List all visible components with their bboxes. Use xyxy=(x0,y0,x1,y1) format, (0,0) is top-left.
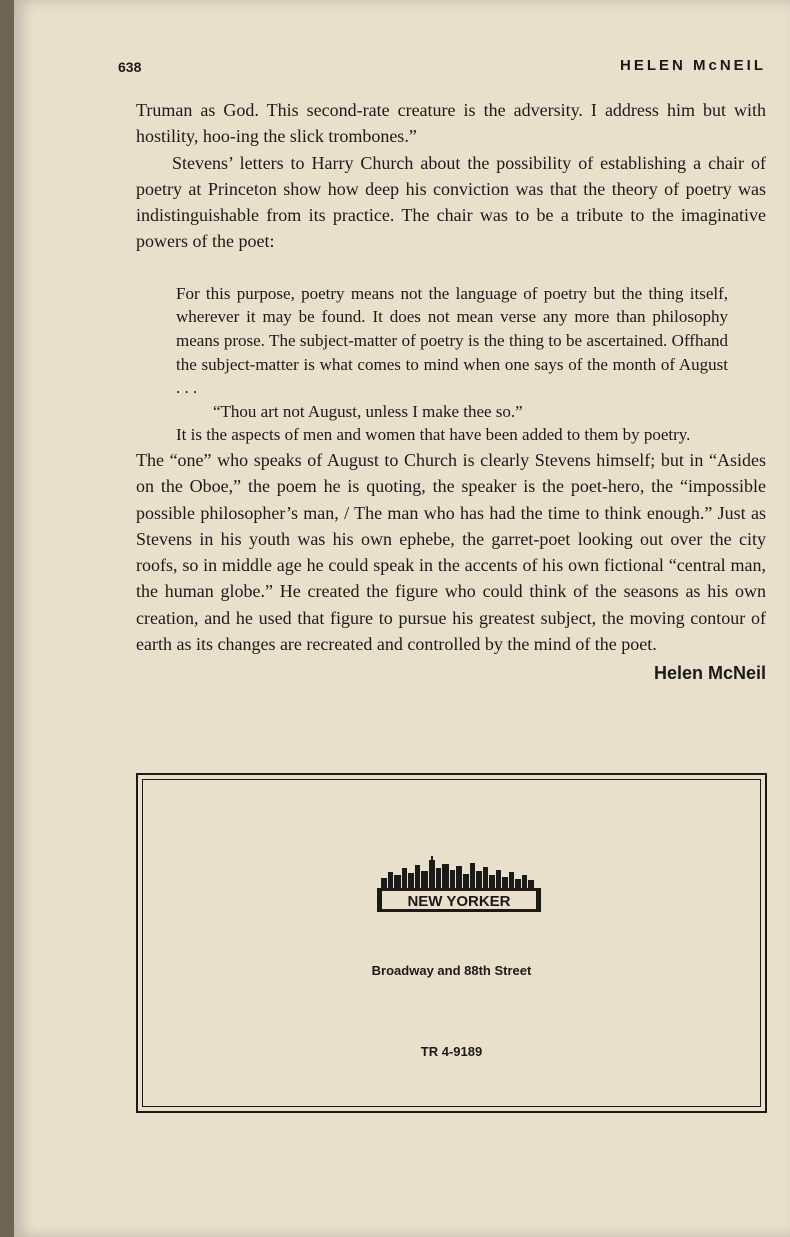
logo-text: NEW YORKER xyxy=(407,893,511,910)
author-signature: Helen McNeil xyxy=(653,663,766,684)
quote-line-1: For this purpose, poetry means not the language of poetry but the thing itself, wherever it may be found. It does not mean verse any more than philosophy means prose. The subject-matter of poetry is the thing to be ascertained. Offhand the subject-matter is what comes to mind when one says of the month of August . . . xyxy=(176,283,728,398)
new-yorker-logo xyxy=(377,856,541,912)
ad-address: Broadway and 88th Street xyxy=(371,963,532,978)
article-body xyxy=(136,97,766,687)
block-quote xyxy=(176,282,728,447)
paragraph-3: The “one” who speaks of August to Church is clearly Stevens himself; but in “Asides on the Oboe,” the poem he is quoting, the speaker is the poet-hero, the “impossible possible philosopher’s man, / The man who has had the time to think enough.” Just as Stevens in his youth was his own ephebe, the garret-poet looking out over the city roofs, so in middle age he could speak in the accents of his own fictional “central man, the human globe.” He created the figure who could think of the seasons as his own creation, and he used that figure to pursue his greatest subject, the moving contour of earth as its changes are recreated and controlled by the mind of the poet. xyxy=(136,449,766,655)
advertisement xyxy=(136,773,767,1113)
running-head: HELEN McNEIL xyxy=(619,57,766,74)
page-number: 638 xyxy=(118,59,142,75)
book-page xyxy=(14,0,790,1237)
paragraph-2: Stevens’ letters to Harry Church about the possibility of establishing a chair of poetry at Princeton show how deep his conviction was that the theory of poetry was indistinguishable from its practice. The chair was to be a tribute to the imaginative powers of the poet: xyxy=(136,152,766,252)
quote-line-3: It is the aspects of men and women that have been added to them by poetry. xyxy=(176,425,691,445)
advertisement-inner-border xyxy=(142,779,761,1107)
paragraph-1: Truman as God. This second-rate creature is the adversity. I address him but with hostility, hoo-ing the slick trombones.” xyxy=(136,100,766,147)
quote-line-2: “Thou art not August, unless I make thee so.” xyxy=(213,401,523,421)
page-header xyxy=(118,57,766,79)
ad-phone: TR 4-9189 xyxy=(420,1044,483,1059)
